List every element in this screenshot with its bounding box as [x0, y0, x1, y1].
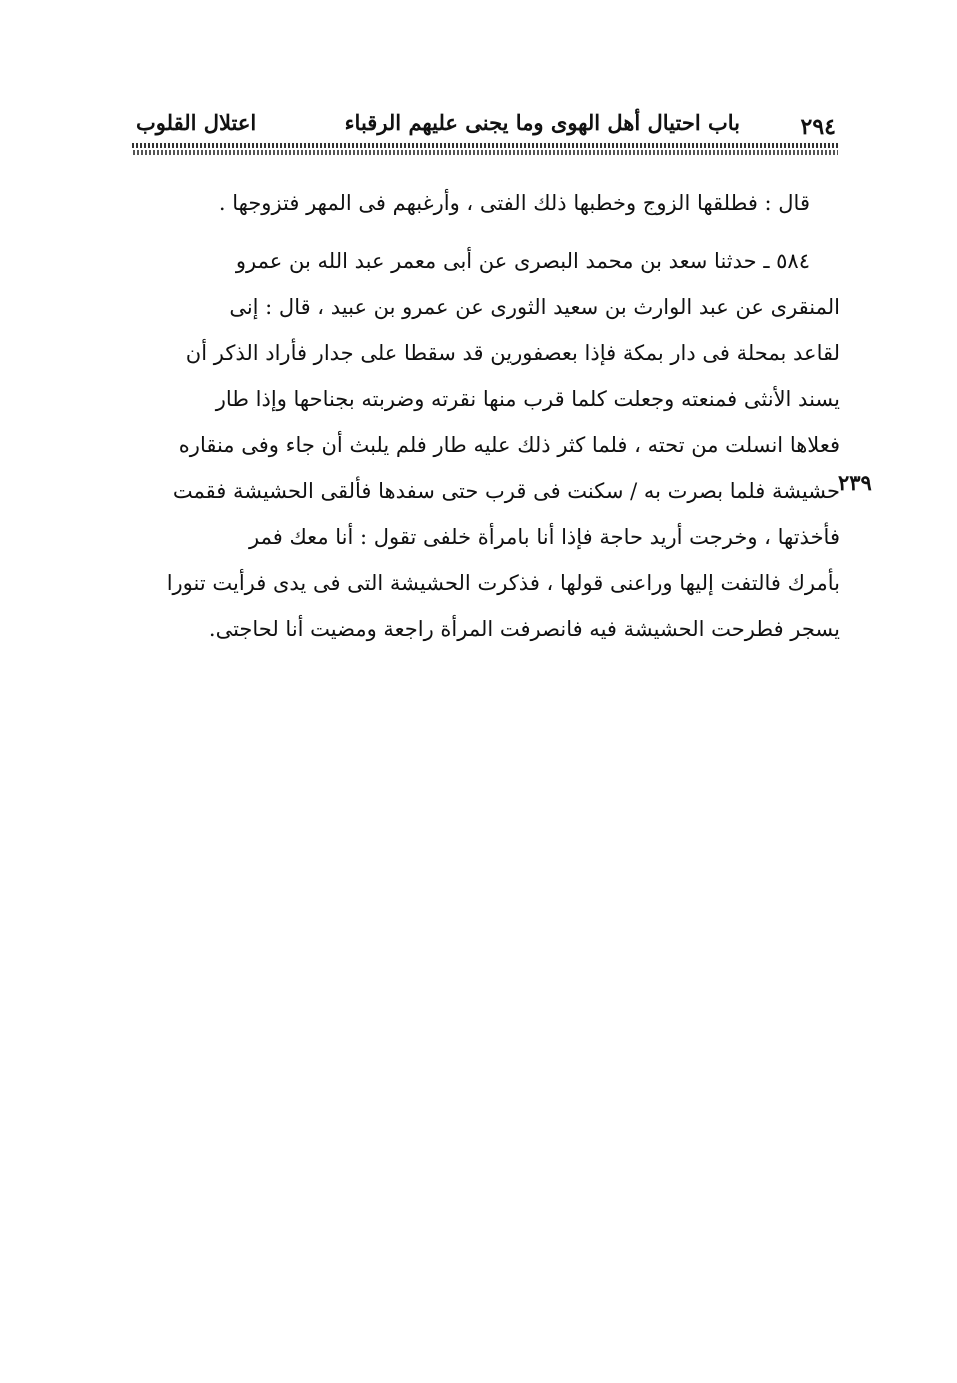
margin-folio-number: ٢٣٩	[838, 470, 872, 495]
text-line: ٥٨٤ ـ حدثنا سعد بن محمد البصرى عن أبى معمر عبد الله بن عمرو	[235, 249, 810, 273]
paragraph-gap	[130, 226, 840, 238]
book-title: اعتلال القلوب	[136, 110, 257, 135]
text-line: يسند الأنثى فمنعته وجعلت كلما قرب منها نقرته وضربته بجناحها وإذا طار	[215, 387, 840, 411]
text-line: فعلاها انسلت من تحته ، فلما كثر ذلك عليه طار فلم يلبث أن جاء وفى منقاره	[178, 433, 840, 457]
body-text	[130, 180, 840, 652]
header-divider	[132, 142, 838, 156]
text-line: فأخذتها ، وخرجت أريد حاجة فإذا أنا بامرأة خلفى تقول : أنا معك فمر	[249, 525, 840, 549]
text-line: بأمرك فالتفت إليها وراعنى قولها ، فذكرت الحشيشة التى فى يدى فرأيت تنورا	[166, 571, 840, 595]
page-number: ٢٩٤	[800, 114, 836, 140]
chapter-title: باب احتيال أهل الهوى وما يجنى عليهم الرقباء	[344, 110, 740, 135]
text-line: حشيشة فلما بصرت به / سكنت فى قرب حتى سفدها فألقى الحشيشة فقمت	[172, 479, 840, 503]
text-line: قال : فطلقها الزوج وخطبها ذلك الفتى ، وأرغبهم فى المهر فتزوجها .	[218, 191, 810, 215]
page-header	[130, 108, 840, 142]
text-line: يسجر فطرحت الحشيشة فيه فانصرفت المرأة راجعة ومضيت أنا لحاجتى.	[208, 617, 840, 641]
text-line: المنقرى عن عبد الوارث بن سعيد الثورى عن عمرو بن عبيد ، قال : إنى	[229, 295, 840, 319]
text-line: لقاعد بمحلة فى دار بمكة فإذا بعصفورين قد سقطا على جدار فأراد الذكر أن	[185, 341, 840, 365]
